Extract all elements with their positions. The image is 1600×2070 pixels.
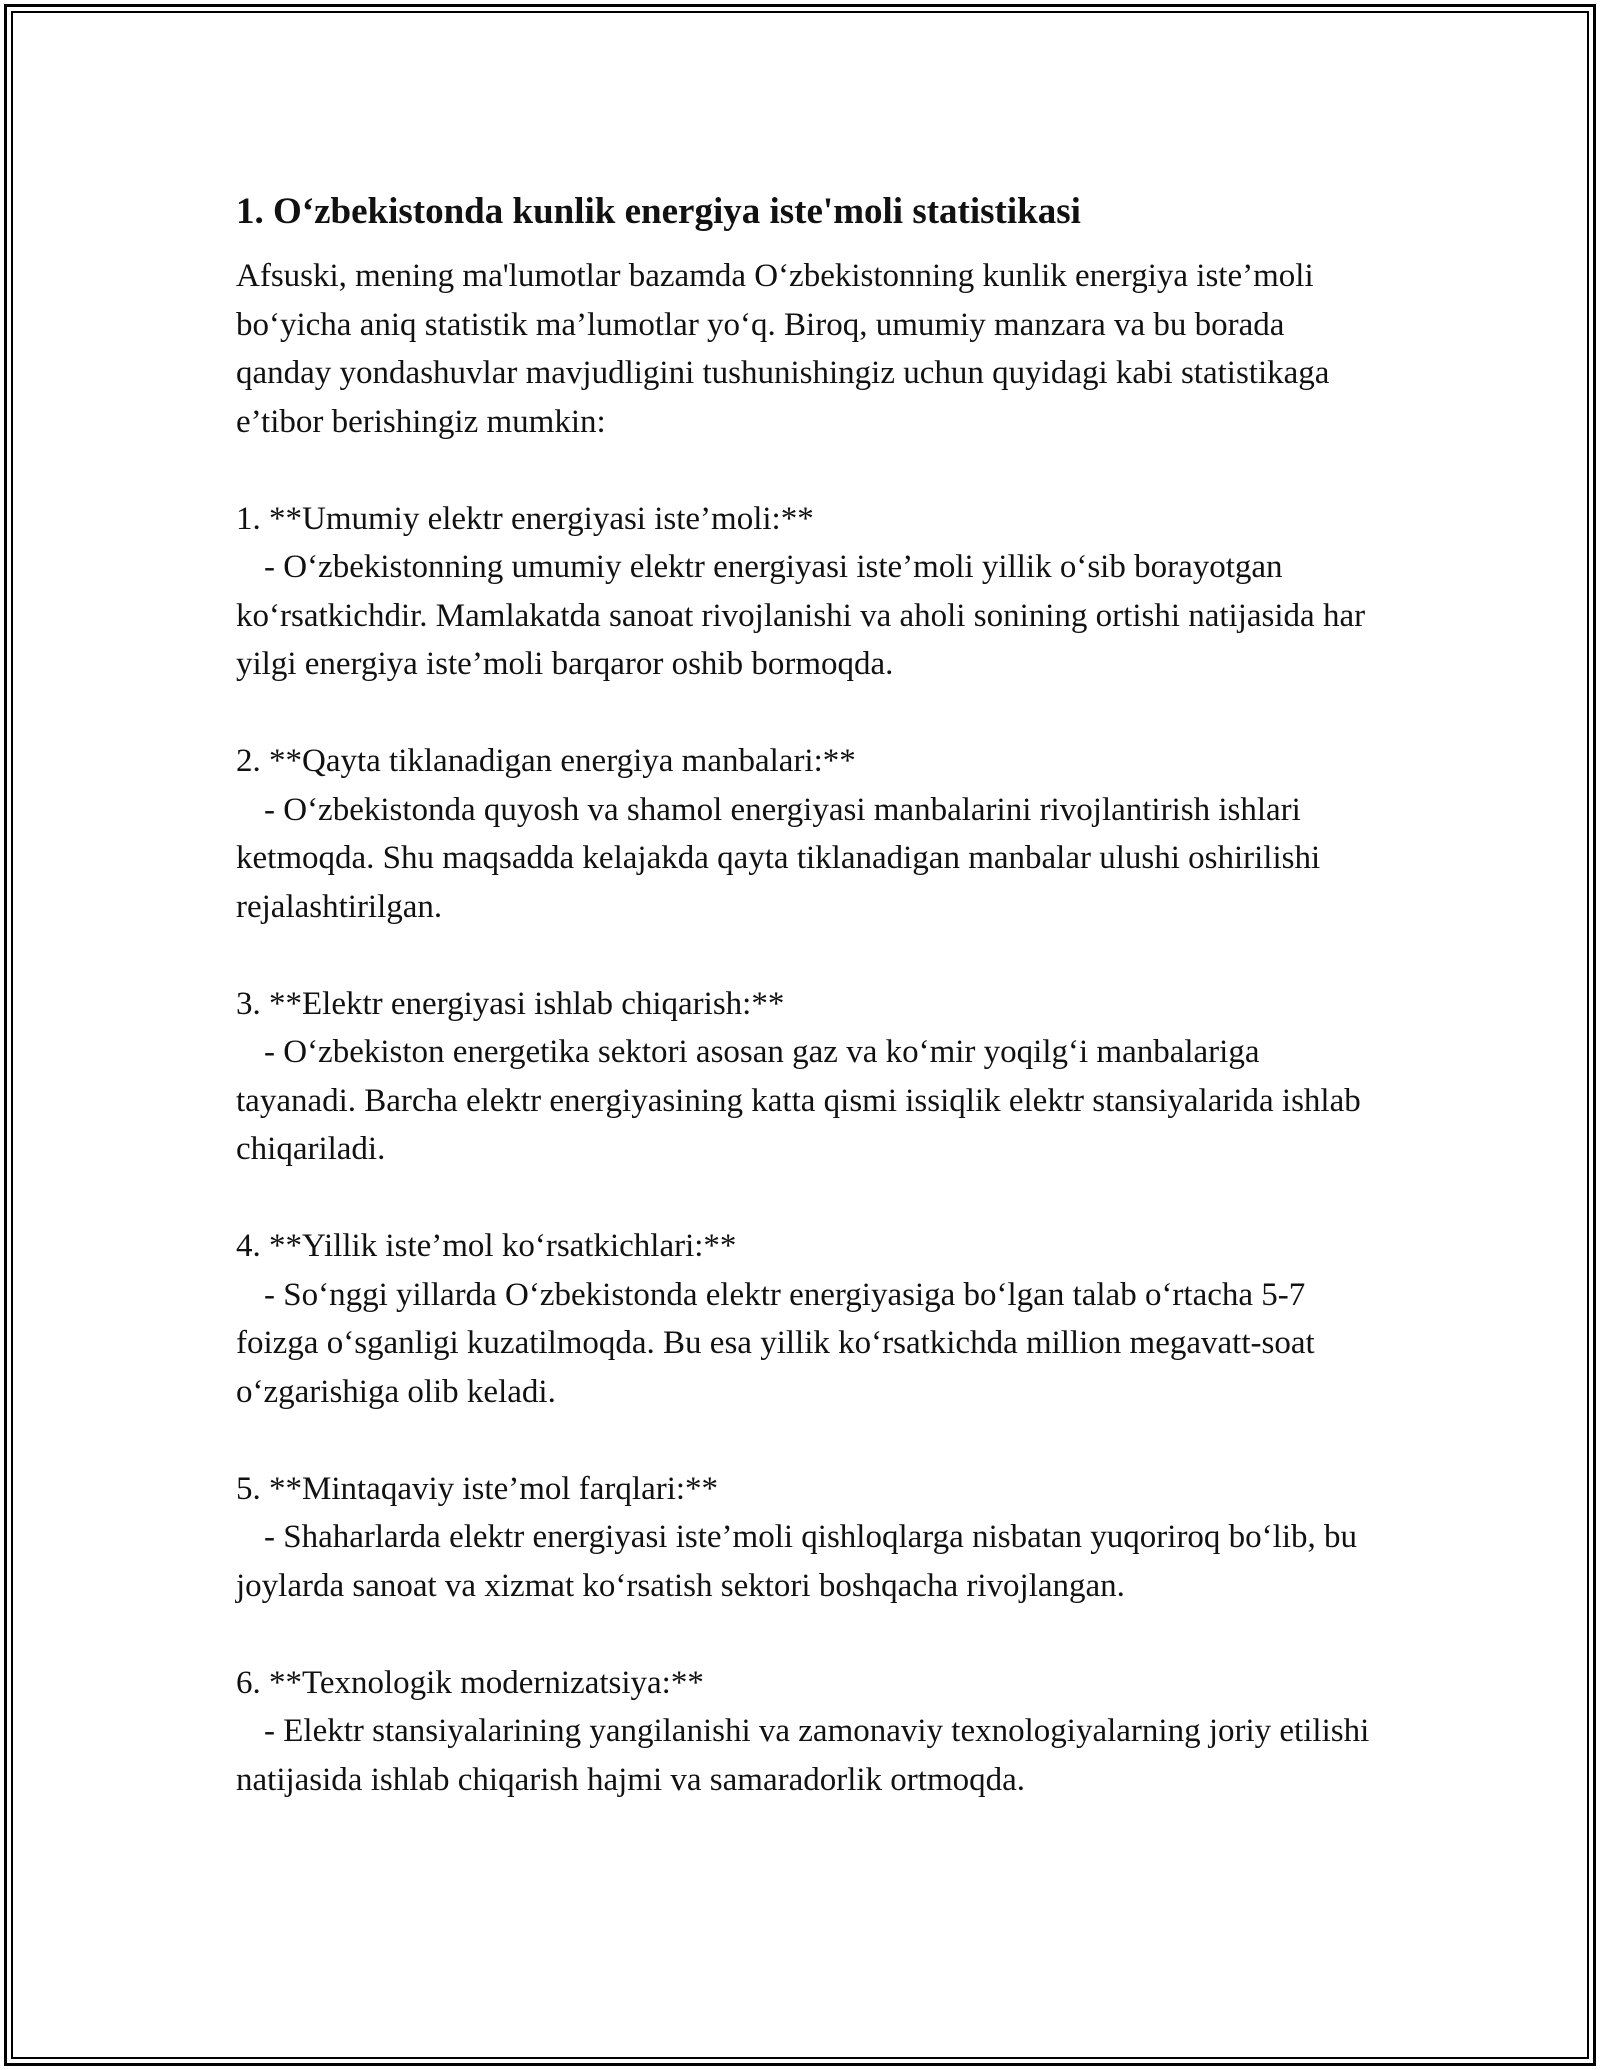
section-heading: 1. **Umumiy elektr energiyasi iste’moli:** [236,500,814,537]
intro-paragraph: Afsuski, mening ma'lumotlar bazamda O‘zbekistonning kunlik energiya iste’moli bo‘yicha aniq statistik ma’lumotlar yo‘q. Biroq, umumiy manzara va bu borada qanday yondashuvlar mavjudligini tushunishingiz uchun quyidagi kabi statistikaga e’tibor berishingiz mumkin: [236,258,1330,440]
document-title: 1. O‘zbekistonda kunlik energiya iste'moli statistikasi [236,191,1081,232]
section-4 [236,1222,1386,1416]
section-1 [236,495,1386,689]
section-text: - Shaharlarda elektr energiyasi iste’moli qishloqlarga nisbatan yuqoriroq bo‘lib, bu joylarda sanoat va xizmat ko‘rsatish sektori boshqacha rivojlangan. [236,1519,1358,1604]
section-5 [236,1465,1386,1611]
section-text: - O‘zbekiston energetika sektori asosan gaz va ko‘mir yoqilg‘i manbalariga tayanadi. Barcha elektr energiyasining katta qismi issiqlik elektr stansiyalarida ishlab chiqariladi. [236,1034,1361,1167]
section-text: - Elektr stansiyalarining yangilanishi va zamonaviy texnologiyalarning joriy etilishi natijasida ishlab chiqarish hajmi va samaradorlik ortmoqda. [236,1713,1370,1798]
section-heading: 6. **Texnologik modernizatsiya:** [236,1664,704,1701]
section-text: - So‘nggi yillarda O‘zbekistonda elektr energiyasiga bo‘lgan talab o‘rtacha 5-7 foizga o‘sganligi kuzatilmoqda. Bu esa yillik ko‘rsatkichda million megavatt-soat o‘zgarishiga olib keladi. [236,1276,1315,1410]
section-heading: 4. **Yillik iste’mol ko‘rsatkichlari:** [236,1228,737,1264]
section-2 [236,737,1386,931]
section-heading: 2. **Qayta tiklanadigan energiya manbalari:** [236,743,856,779]
section-heading: 5. **Mintaqaviy iste’mol farqlari:** [236,1470,719,1507]
section-6 [236,1659,1386,1805]
document-body [236,186,1386,1804]
section-heading: 3. **Elektr energiyasi ishlab chiqarish:** [236,985,785,1022]
section-3 [236,980,1386,1174]
section-text: - O‘zbekistonning umumiy elektr energiyasi iste’moli yillik o‘sib borayotgan ko‘rsatkichdir. Mamlakatda sanoat rivojlanishi va aholi sonining ortishi natijasida har yilgi energiya iste’moli barqaror oshib bormoqda. [236,549,1366,682]
section-text: - O‘zbekistonda quyosh va shamol energiyasi manbalarini rivojlantirish ishlari ketmoqda. Shu maqsadda kelajakda qayta tiklanadigan manbalar ulushi oshirilishi rejalashtirilgan. [236,791,1321,925]
